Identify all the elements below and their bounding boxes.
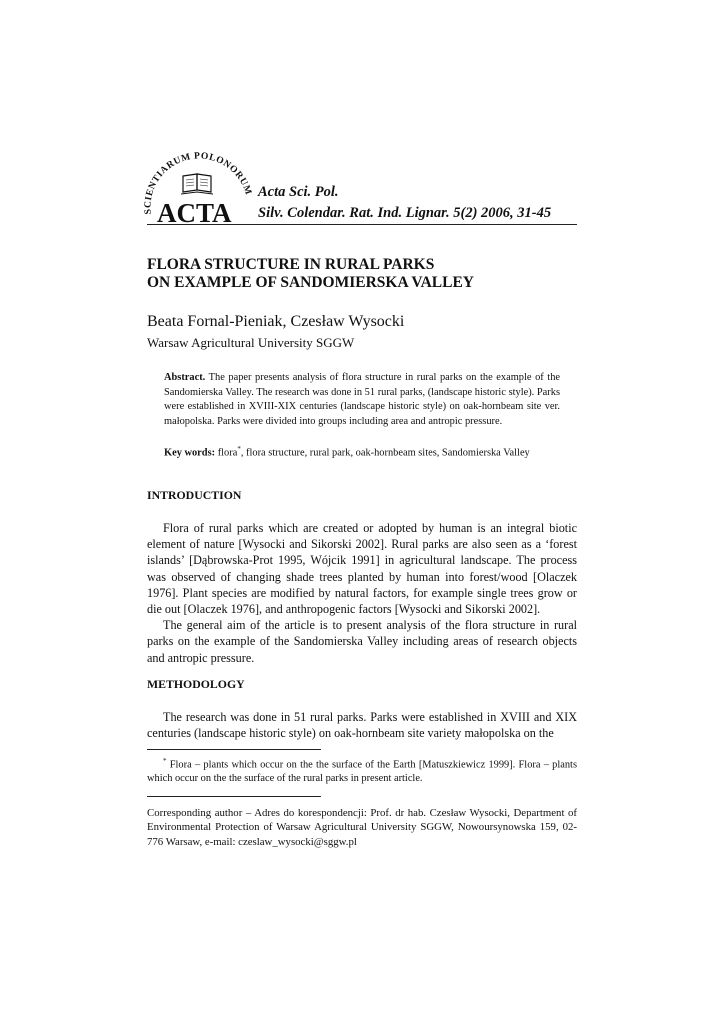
footnote — [147, 754, 577, 786]
footnote-marker: * — [237, 445, 241, 453]
abstract — [164, 371, 560, 429]
paragraph: The general aim of the article is to present analysis of the flora structure in rural parks on the example of the Sandomierska Valley including areas of research objects and antropic pressure. — [147, 618, 577, 665]
keywords-rest: , flora structure, rural park, oak-hornbeam sites, Sandomierska Valley — [240, 447, 530, 459]
affiliation: Warsaw Agricultural University SGGW — [147, 335, 355, 350]
journal-name: Acta Sci. Pol. — [258, 184, 339, 200]
book-icon — [181, 174, 213, 194]
methodology-body — [147, 709, 577, 741]
section-heading-methodology: METHODOLOGY — [147, 677, 245, 691]
introduction-body — [147, 520, 577, 666]
corresponding-author: Corresponding author – Adres do korespondencji: Prof. dr hab. Czesław Wysocki, Department of Environmental Protection of Warsaw Agricultural University SGGW, Nowoursynowska 159, 02-776 Warsaw, e-mail: czeslaw_wysocki@sggw.pl — [147, 807, 577, 848]
footnote-text: Flora – plants which occur on the the surface of the Earth [Matuszkiewicz 1999]. Flora – plants which occur on the the surface of the rural parks in present article. — [147, 759, 577, 785]
paper-title — [147, 256, 474, 292]
corresponding-rule — [147, 796, 321, 797]
title-line-1: FLORA STRUCTURE IN RURAL PARKS — [147, 256, 435, 273]
acta-logo-graphic — [143, 152, 255, 230]
footnote-rule — [147, 749, 321, 750]
logo-arc-text: SCIENTIARUM POLONORUM — [143, 152, 253, 215]
footnote-mark: * — [163, 757, 167, 765]
abstract-label: Abstract. — [164, 372, 206, 383]
keyword-flora: flora — [217, 447, 238, 459]
journal-logo — [143, 152, 255, 230]
journal-series-citation: Silv. Colendar. Rat. Ind. Lignar. 5(2) 2006, 31-45 — [258, 205, 552, 221]
section-heading-introduction: INTRODUCTION — [147, 488, 242, 502]
paragraph: Flora of rural parks which are created or adopted by human is an integral biotic element of nature [Wysocki and Sikorski 2002]. Rural parks are also seen as a ‘forest islands’ [Dąbrowska-Prot 1995, Wójcik 1991] in agricultural landscape. The process was observed of changing shade trees planted by human into forest/wood [Olaczek 1976]. Plant species are modified by natural factors, for example single trees grow or die out [Olaczek 1976], and anthropogenic factors [Wysocki and Sikorski 2002]. — [147, 521, 577, 617]
logo-wordmark: ACTA — [157, 198, 232, 228]
keywords — [164, 442, 584, 460]
abstract-text: The paper presents analysis of flora structure in rural parks on the example of the Sandomierska Valley. The research was done in 51 rural parks, (landscape historic style). Parks were established in XVIII-XIX centuries (landscape historic style) on oak-hornbeam site ver. małopolska. Parks were divided into groups including area and antropic pressure. — [164, 372, 560, 427]
authors: Beata Fornal-Pieniak, Czesław Wysocki — [147, 313, 405, 330]
title-line-2: ON EXAMPLE OF SANDOMIERSKA VALLEY — [147, 274, 474, 291]
header-rule — [147, 224, 577, 225]
keywords-label: Key words: — [164, 447, 216, 459]
paragraph: The research was done in 51 rural parks. Parks were established in XVIII and XIX centuries (landscape historic style) on oak-hornbeam site variety małopolska on the — [147, 710, 577, 741]
